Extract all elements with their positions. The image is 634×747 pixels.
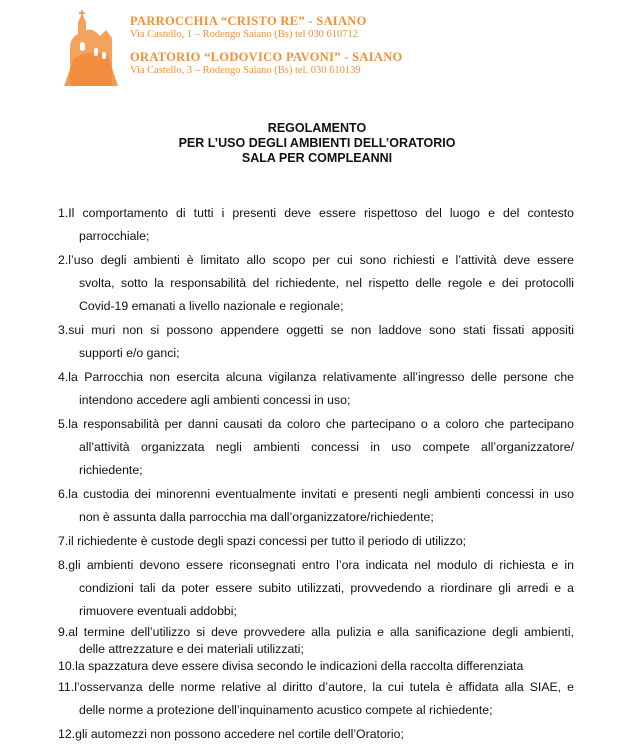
rule-first-line — [58, 658, 574, 675]
rule-number: 2. — [58, 253, 69, 267]
rule-text: richiedente; — [79, 463, 143, 477]
rule-continuation-line — [58, 699, 574, 722]
rule-first-line — [58, 319, 574, 342]
rule-continuation-line — [58, 342, 574, 365]
rule-number: 11. — [58, 680, 75, 694]
rule-continuation-line — [58, 295, 574, 318]
church-logo-icon — [60, 8, 120, 86]
rule-text: la Parrocchia non esercita alcuna vigilanza relativamente all’ingresso delle persone che — [68, 370, 574, 384]
rule-number: 8. — [58, 558, 69, 572]
rule-continuation-line — [58, 389, 574, 412]
rule-text: condizioni tali da poter essere subito utilizzati, provvedendo a riordinare gli arredi e a — [79, 581, 574, 595]
rule-item — [58, 319, 574, 365]
rule-text: non è assunta dalla parrocchia ma dall’organizzatore/richiedente; — [79, 510, 434, 524]
rule-text: l’osservanza delle norme relative al diritto d’autore, la cui tutela è affidata alla SIAE, e — [74, 680, 574, 694]
rule-item — [58, 249, 574, 318]
rule-text: parrocchiale; — [79, 229, 150, 243]
rule-text: al termine dell’utilizzo si deve provvedere alla pulizia e alla sanificazione degli ambienti, — [68, 625, 574, 639]
rule-text: gli ambienti devono essere riconsegnati entro l’ora indicata nel modulo di richiesta e in — [68, 558, 574, 572]
rule-number: 10. — [58, 659, 76, 673]
rule-item — [58, 530, 574, 553]
rule-item — [58, 366, 574, 412]
rule-item — [58, 676, 574, 722]
rule-item — [58, 554, 574, 623]
rule-text: rimuovere eventuali addobbi; — [79, 604, 237, 618]
rule-first-line — [58, 483, 574, 506]
rule-item — [58, 723, 574, 746]
rule-text: la spazzatura deve essere divisa secondo le indicazioni della raccolta differenziata — [75, 659, 524, 673]
rule-number: 7. — [58, 534, 69, 548]
rule-first-line — [58, 249, 574, 272]
rule-first-line — [58, 366, 574, 389]
rule-first-line — [58, 554, 574, 577]
rule-number: 6. — [58, 487, 69, 501]
rules-list — [58, 202, 574, 747]
rule-text: Il comportamento di tutti i presenti deve essere rispettoso del luogo e del contesto — [68, 206, 574, 220]
letterhead — [60, 8, 403, 86]
title-line-3: SALA PER COMPLEANNI — [241, 151, 393, 165]
rule-continuation-line — [58, 459, 574, 482]
rule-continuation-line — [58, 641, 574, 658]
letterhead-text — [130, 14, 420, 77]
rule-number: 12. — [58, 727, 76, 741]
oratory-title: ORATORIO “LODOVICO PAVONI” - SAIANO — [130, 50, 403, 64]
rule-text: intendono accedere agli ambienti concessi in uso; — [79, 393, 351, 407]
rule-text: delle norme a protezione dell’inquinamento acustico compete al richiedente; — [79, 703, 493, 717]
rule-number: 5. — [58, 417, 69, 431]
rule-first-line — [58, 413, 574, 436]
rule-item — [58, 202, 574, 248]
document-title — [0, 121, 634, 166]
rule-number: 1. — [58, 206, 69, 220]
rule-first-line — [58, 723, 574, 746]
parish-address: Via Castello, 1 – Rodengo Saiano (Bs) tel 030 610712 — [130, 29, 359, 40]
rule-text: supporti e/o ganci; — [79, 346, 180, 360]
rule-continuation-line — [58, 600, 574, 623]
title-line-2: PER L’USO DEGLI AMBIENTI DELL’ORATORIO — [178, 136, 456, 150]
rule-item — [58, 413, 574, 482]
rule-continuation-line — [58, 436, 574, 459]
rule-text: svolta, sotto la responsabilità del richiedente, nel rispetto delle regole e dei protocolli — [79, 276, 574, 290]
rule-number: 9. — [58, 625, 69, 639]
rule-item — [58, 624, 574, 658]
rule-first-line — [58, 530, 574, 553]
rule-text: l’uso degli ambienti è limitato allo scopo per cui sono richiesti e l’attività deve essere — [68, 253, 574, 267]
rule-continuation-line — [58, 225, 574, 248]
rule-continuation-line — [58, 506, 574, 529]
rule-first-line — [58, 676, 574, 699]
rule-text: all’attività organizzata negli ambienti concessi in uso compete all’organizzatore/ — [79, 440, 574, 454]
rule-text: la responsabilità per danni causati da coloro che partecipano o a coloro che partecipano — [68, 417, 574, 431]
rule-number: 3. — [58, 323, 69, 337]
rule-text: gli automezzi non possono accedere nel cortile dell’Oratorio; — [75, 727, 404, 741]
oratory-address: Via Castello, 3 – Rodengo Saiano (Bs) tel. 030 610139 — [130, 65, 361, 76]
rule-first-line — [58, 202, 574, 225]
rule-text: delle attrezzature e dei materiali utilizzati; — [79, 642, 304, 656]
title-line-1: REGOLAMENTO — [267, 121, 367, 135]
rule-continuation-line — [58, 272, 574, 295]
rule-text: il richiedente è custode degli spazi concessi per tutto il periodo di utilizzo; — [68, 534, 467, 548]
rule-first-line — [58, 624, 574, 641]
rule-number: 4. — [58, 370, 69, 384]
rule-continuation-line — [58, 577, 574, 600]
rule-text: sui muri non si possono appendere oggetti se non laddove sono stati fissati appositi — [68, 323, 574, 337]
rule-text: Covid-19 emanati a livello nazionale e regionale; — [79, 299, 344, 313]
rule-item — [58, 483, 574, 529]
parish-title: PARROCCHIA “CRISTO RE” - SAIANO — [130, 14, 367, 28]
rule-text: la custodia dei minorenni eventualmente invitati e presenti negli ambienti concessi in uso — [68, 487, 574, 501]
rule-item — [58, 658, 574, 675]
